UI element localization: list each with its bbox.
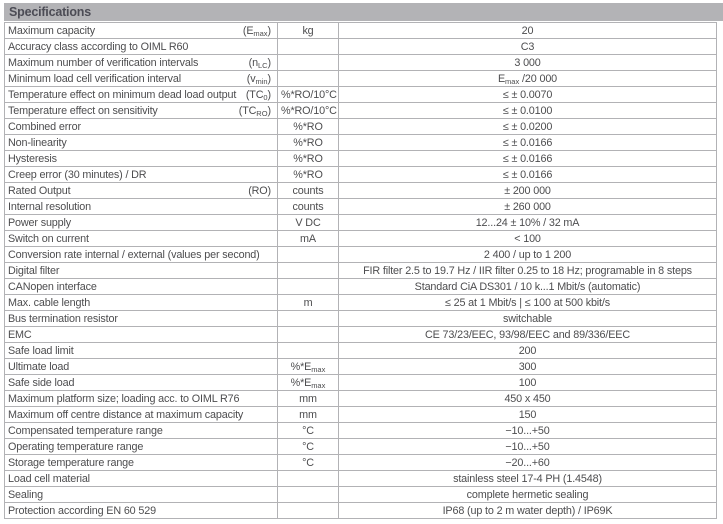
spec-parameter-label: Maximum off centre distance at maximum capacity [8, 408, 244, 421]
spec-value-cell: ≤ ± 0.0166 [339, 151, 717, 167]
spec-value-cell: 2 400 / up to 1 200 [339, 247, 717, 263]
spec-value-cell: 300 [339, 359, 717, 375]
specifications-panel [4, 3, 723, 519]
spec-label-cell [5, 247, 278, 263]
spec-parameter-label: Switch on current [8, 232, 89, 245]
spec-unit-cell [278, 503, 339, 519]
spec-parameter-label: Maximum number of verification intervals [8, 56, 199, 69]
spec-row [5, 135, 717, 151]
spec-value-cell: FIR filter 2.5 to 19.7 Hz / IIR filter 0.25 to 18 Hz; programable in 8 steps [339, 263, 717, 279]
spec-parameter-label: Load cell material [8, 472, 90, 485]
spec-unit-cell [278, 263, 339, 279]
spec-value-cell: 20 [339, 23, 717, 39]
spec-parameter-label: Conversion rate internal / external (values per second) [8, 248, 260, 261]
spec-unit-cell: %*RO [278, 135, 339, 151]
spec-parameter-label: Accuracy class according to OIML R60 [8, 40, 189, 53]
spec-label-cell [5, 327, 278, 343]
spec-parameter-label: Internal resolution [8, 200, 91, 213]
spec-value-cell: 3 000 [339, 55, 717, 71]
spec-unit-cell: °C [278, 439, 339, 455]
spec-unit-cell: m [278, 295, 339, 311]
spec-unit-cell: V DC [278, 215, 339, 231]
spec-row [5, 215, 717, 231]
spec-label-cell [5, 471, 278, 487]
spec-row [5, 471, 717, 487]
spec-label-cell [5, 199, 278, 215]
spec-value-cell: CE 73/23/EEC, 93/98/EEC and 89/336/EEC [339, 327, 717, 343]
spec-label-cell [5, 407, 278, 423]
spec-row [5, 327, 717, 343]
spec-parameter-label: Rated Output [8, 184, 71, 197]
spec-value-cell: IP68 (up to 2 m water depth) / IP69K [339, 503, 717, 519]
spec-unit-cell [278, 311, 339, 327]
spec-value-cell: ≤ ± 0.0100 [339, 103, 717, 119]
spec-unit-cell: %*RO/10°C [278, 87, 339, 103]
spec-row [5, 439, 717, 455]
spec-parameter-label: Temperature effect on sensitivity [8, 104, 158, 117]
spec-value-cell: ≤ 25 at 1 Mbit/s | ≤ 100 at 500 kbit/s [339, 295, 717, 311]
spec-unit-cell [278, 343, 339, 359]
spec-symbol: $(v_{min})$ [246, 72, 271, 86]
spec-row [5, 87, 717, 103]
spec-label-cell [5, 439, 278, 455]
spec-row [5, 23, 717, 39]
spec-parameter-label: Safe side load [8, 376, 75, 389]
spec-label-cell [5, 503, 278, 519]
spec-row [5, 455, 717, 471]
spec-parameter-label: Power supply [8, 216, 72, 229]
page-title: Specifications [9, 5, 91, 19]
spec-label-cell [5, 391, 278, 407]
spec-row [5, 375, 717, 391]
spec-parameter-label: Bus termination resistor [8, 312, 118, 325]
spec-parameter-label: Storage temperature range [8, 456, 134, 469]
spec-parameter-label: Max. cable length [8, 296, 91, 309]
spec-parameter-label: Creep error (30 minutes) / DR [8, 168, 147, 181]
spec-unit-cell: %*RO/10°C [278, 103, 339, 119]
spec-value-cell: stainless steel 17-4 PH (1.4548) [339, 471, 717, 487]
spec-label-cell [5, 359, 278, 375]
spec-value-cell: $E_{max}$ /20 000 [339, 71, 717, 87]
spec-unit-cell: counts [278, 199, 339, 215]
spec-unit-cell: mm [278, 407, 339, 423]
spec-value-cell: 450 x 450 [339, 391, 717, 407]
spec-label-cell [5, 103, 278, 119]
spec-label-cell [5, 39, 278, 55]
spec-symbol: $(TC_{RO})$ [238, 104, 271, 118]
spec-label-cell [5, 311, 278, 327]
spec-row [5, 359, 717, 375]
spec-row [5, 247, 717, 263]
spec-row [5, 183, 717, 199]
spec-unit-cell: kg [278, 23, 339, 39]
spec-label-cell [5, 135, 278, 151]
spec-row [5, 407, 717, 423]
spec-parameter-label: Sealing [8, 488, 43, 501]
spec-label-cell [5, 343, 278, 359]
spec-unit-cell [278, 487, 339, 503]
spec-label-cell [5, 71, 278, 87]
spec-parameter-label: Maximum capacity [8, 24, 95, 37]
spec-parameter-label: Operating temperature range [8, 440, 144, 453]
spec-row [5, 295, 717, 311]
spec-label-cell [5, 423, 278, 439]
spec-unit-cell: $\%*E_{max}$ [278, 375, 339, 391]
spec-value-cell: −20...+60 [339, 455, 717, 471]
spec-label-cell [5, 215, 278, 231]
spec-row [5, 343, 717, 359]
spec-row [5, 263, 717, 279]
spec-parameter-label: Non-linearity [8, 136, 67, 149]
spec-value-cell: 200 [339, 343, 717, 359]
spec-unit-cell: °C [278, 423, 339, 439]
spec-row [5, 231, 717, 247]
spec-label-cell [5, 23, 278, 39]
spec-value-cell: Standard CiA DS301 / 10 k...1 Mbit/s (automatic) [339, 279, 717, 295]
spec-label-cell [5, 55, 278, 71]
spec-row [5, 151, 717, 167]
spec-unit-cell: %*RO [278, 119, 339, 135]
spec-parameter-label: Ultimate load [8, 360, 70, 373]
spec-parameter-label: CANopen interface [8, 280, 97, 293]
spec-row [5, 103, 717, 119]
spec-label-cell [5, 167, 278, 183]
spec-parameter-label: Combined error [8, 120, 81, 133]
spec-label-cell [5, 455, 278, 471]
spec-label-cell [5, 151, 278, 167]
spec-label-cell [5, 119, 278, 135]
spec-unit-cell [278, 71, 339, 87]
spec-value-cell: 12...24 ± 10% / 32 mA [339, 215, 717, 231]
spec-row [5, 39, 717, 55]
spec-unit-cell: counts [278, 183, 339, 199]
spec-value-cell: 100 [339, 375, 717, 391]
spec-unit-cell [278, 279, 339, 295]
spec-label-cell [5, 375, 278, 391]
spec-unit-cell [278, 247, 339, 263]
spec-value-cell: C3 [339, 39, 717, 55]
spec-row [5, 199, 717, 215]
spec-parameter-label: EMC [8, 328, 32, 341]
spec-row [5, 391, 717, 407]
spec-symbol: (RO) [248, 184, 271, 197]
spec-row [5, 55, 717, 71]
spec-row [5, 279, 717, 295]
spec-unit-cell [278, 55, 339, 71]
spec-unit-cell: mA [278, 231, 339, 247]
spec-unit-cell [278, 471, 339, 487]
spec-row [5, 487, 717, 503]
spec-row [5, 71, 717, 87]
spec-unit-cell [278, 39, 339, 55]
spec-label-cell [5, 87, 278, 103]
spec-label-cell [5, 183, 278, 199]
spec-parameter-label: Protection according EN 60 529 [8, 504, 156, 517]
specifications-table [4, 22, 717, 519]
spec-value-cell: 150 [339, 407, 717, 423]
spec-row [5, 119, 717, 135]
spec-symbol: $(E_{max})$ [242, 24, 271, 38]
spec-parameter-label: Maximum platform size; loading acc. to OIML R76 [8, 392, 240, 405]
spec-unit-cell: $\%*E_{max}$ [278, 359, 339, 375]
spec-label-cell [5, 295, 278, 311]
spec-value-cell: −10...+50 [339, 439, 717, 455]
spec-symbol: $(n_{LC})$ [248, 56, 271, 70]
spec-parameter-label: Temperature effect on minimum dead load output [8, 88, 237, 101]
spec-value-cell: complete hermetic sealing [339, 487, 717, 503]
spec-row [5, 503, 717, 519]
spec-label-cell [5, 231, 278, 247]
spec-label-cell [5, 487, 278, 503]
spec-value-cell: ≤ ± 0.0200 [339, 119, 717, 135]
spec-row [5, 311, 717, 327]
spec-unit-cell: %*RO [278, 151, 339, 167]
spec-parameter-label: Safe load limit [8, 344, 74, 357]
spec-row [5, 423, 717, 439]
spec-parameter-label: Digital filter [8, 264, 60, 277]
spec-label-cell [5, 263, 278, 279]
spec-value-cell: < 100 [339, 231, 717, 247]
spec-parameter-label: Hysteresis [8, 152, 57, 165]
spec-row [5, 167, 717, 183]
spec-parameter-label: Minimum load cell verification interval [8, 72, 181, 85]
spec-value-cell: −10...+50 [339, 423, 717, 439]
spec-value-cell: ≤ ± 0.0166 [339, 135, 717, 151]
spec-unit-cell: mm [278, 391, 339, 407]
spec-parameter-label: Compensated temperature range [8, 424, 163, 437]
spec-unit-cell: °C [278, 455, 339, 471]
spec-value-cell: ≤ ± 0.0070 [339, 87, 717, 103]
spec-unit-cell: %*RO [278, 167, 339, 183]
spec-value-cell: ≤ ± 0.0166 [339, 167, 717, 183]
spec-value-cell: ± 260 000 [339, 199, 717, 215]
table-header [4, 3, 723, 21]
spec-value-cell: switchable [339, 311, 717, 327]
spec-symbol: $(TC_0)$ [245, 88, 271, 102]
spec-unit-cell [278, 327, 339, 343]
spec-label-cell [5, 279, 278, 295]
spec-value-cell: ± 200 000 [339, 183, 717, 199]
